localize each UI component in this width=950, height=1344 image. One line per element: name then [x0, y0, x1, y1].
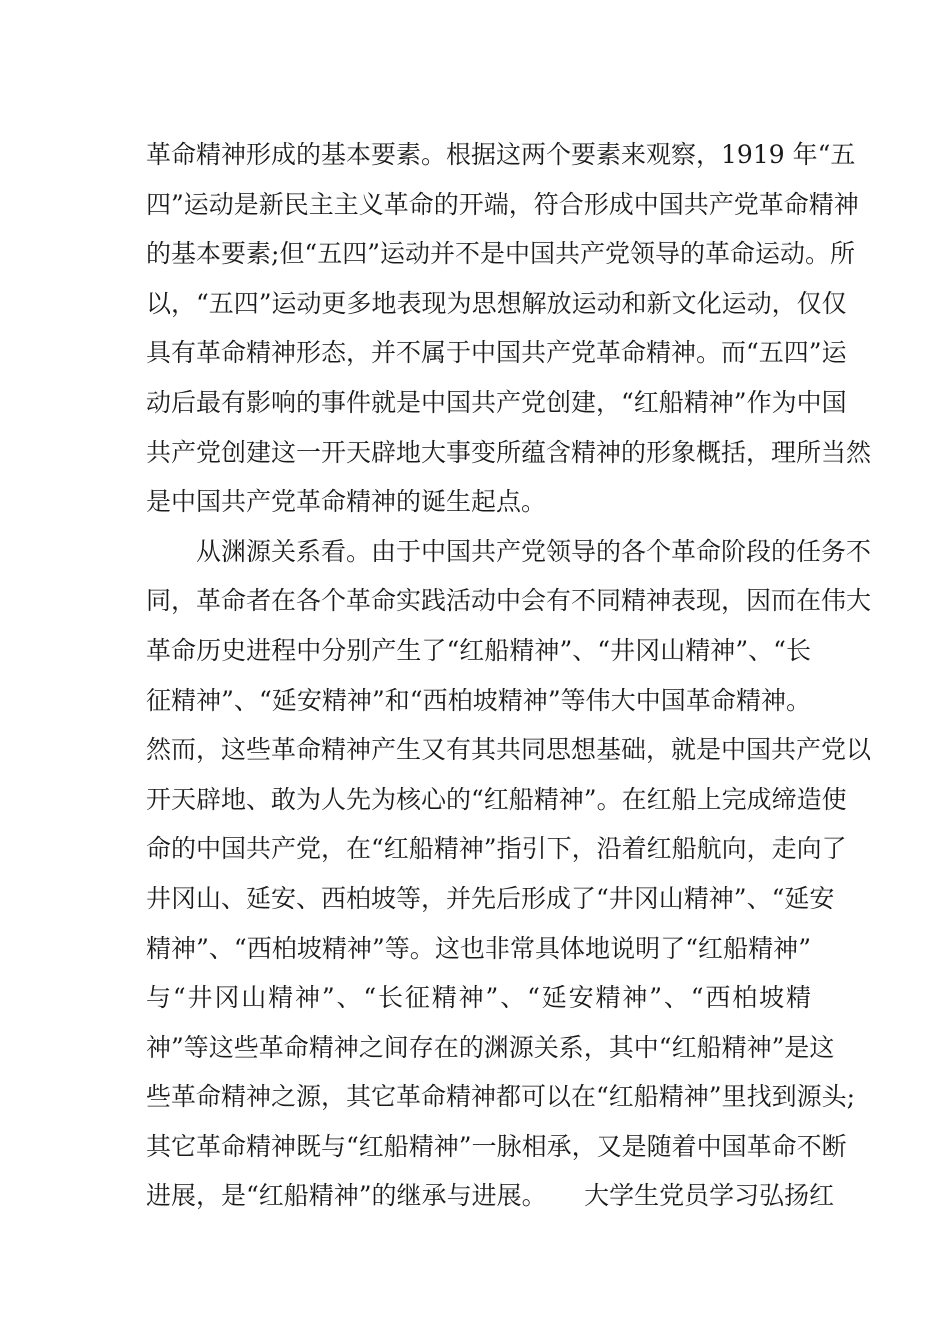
text-line: 的基本要素;但“五四”运动并不是中国共产党领导的革命运动。所 — [146, 239, 855, 269]
text-line: 革命精神形成的基本要素。根据这两个要素来观察，1919 年“五 — [146, 140, 856, 169]
text-line: 革命历史进程中分别产生了“红船精神”、“井冈山精神”、“长 — [146, 635, 811, 665]
text-line: 开天辟地、敢为人先为核心的“红船精神”。在红船上完成缔造使 — [146, 784, 847, 814]
text-line: 精神”、“西柏坡精神”等。这也非常具体地说明了“红船精神” — [146, 933, 811, 963]
paragraph-start-line: 从渊源关系看。由于中国共产党领导的各个革命阶段的任务不 — [196, 536, 872, 566]
text-line: 然而，这些革命精神产生又有其共同思想基础，就是中国共产党以 — [146, 735, 872, 765]
text-line: 其它革命精神既与“红船精神”一脉相承，又是随着中国革命不断 — [146, 1131, 847, 1161]
text-line: 同，革命者在各个革命实践活动中会有不同精神表现，因而在伟大 — [146, 586, 872, 616]
body-text — [146, 130, 872, 1221]
text-line: 进展，是“红船精神”的继承与进展。 大学生党员学习弘扬红 — [146, 1181, 835, 1211]
text-line: 与“井冈山精神”、“长征精神”、“延安精神”、“西柏坡精 — [146, 983, 811, 1013]
text-line: 神”等这些革命精神之间存在的渊源关系，其中“红船精神”是这 — [146, 1032, 835, 1062]
text-line: 动后最有影响的事件就是中国共产党创建，“红船精神”作为中国 — [146, 387, 847, 417]
text-line: 四”运动是新民主主义革命的开端，符合形成中国共产党革命精神 — [146, 189, 859, 219]
text-line: 征精神”、“延安精神”和“西柏坡精神”等伟大中国革命精神。 — [146, 685, 811, 715]
text-line: 以，“五四”运动更多地表现为思想解放运动和新文化运动，仅仅 — [146, 288, 847, 318]
text-line: 具有革命精神形态，并不属于中国共产党革命精神。而“五四”运 — [146, 338, 847, 368]
text-line: 命的中国共产党，在“红船精神”指引下，沿着红船航向，走向了 — [146, 834, 847, 864]
paragraph-end-line: 是中国共产党革命精神的诞生起点。 — [146, 487, 547, 517]
text-line: 井冈山、延安、西柏坡等，并先后形成了“井冈山精神”、“延安 — [146, 883, 835, 913]
text-line: 共产党创建这一开天辟地大事变所蕴含精神的形象概括，理所当然 — [146, 437, 872, 467]
text-line: 些革命精神之源，其它革命精神都可以在“红船精神”里找到源头; — [146, 1082, 855, 1112]
